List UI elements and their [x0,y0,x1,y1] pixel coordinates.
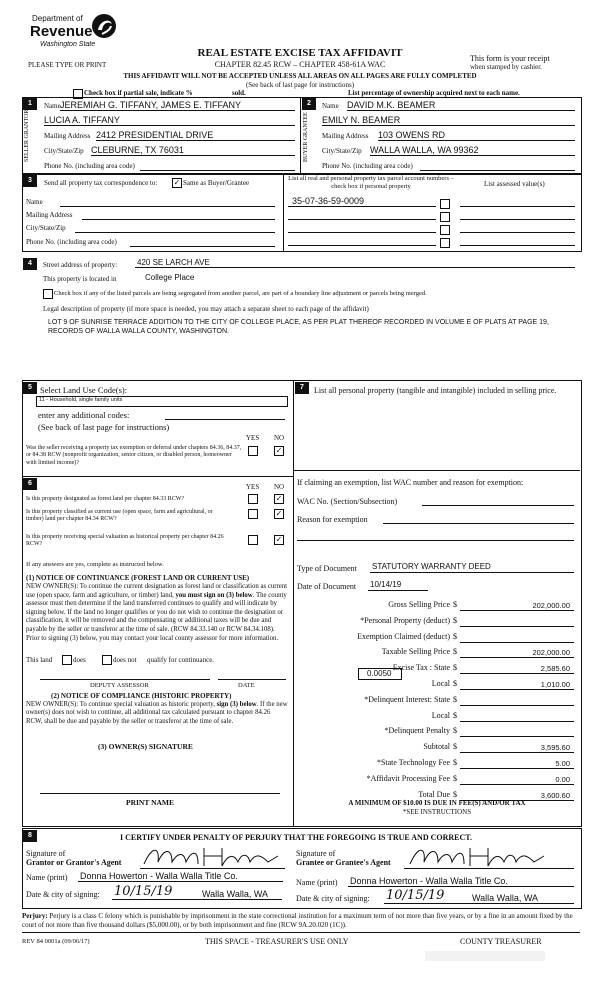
fee-value[interactable]: 3,595.60 [540,743,570,753]
dept-line3: Washington State [40,41,96,48]
local-rate-box[interactable]: 0.0050 [358,668,402,680]
exemption-no-checkbox[interactable]: ✓ [275,446,283,455]
grantor-date-signed[interactable]: 10/15/19 [114,884,173,899]
fee-label: *Affidavit Processing Fee [366,773,450,783]
personal-property-checkbox-1[interactable] [440,199,450,209]
seller-name-2[interactable]: LUCIA A. TIFFANY [44,115,120,125]
fee-value[interactable]: 0.00 [555,774,570,784]
dor-swirl-icon [90,12,118,40]
same-as-buyer-checkbox[interactable]: ✓ [173,178,181,187]
fee-underline [460,689,574,690]
section-4-number: 4 [23,258,37,270]
current-use-question: Is this property classified as current use (open space, farm and agricultural, or timber) land per chapter 84.34 RCW? [26,509,213,523]
buyer-side-label: BUYER GRANTEE [303,112,309,162]
buyer-name-1[interactable]: DAVID M.K. BEAMER [347,100,436,110]
property-location[interactable]: College Place [145,273,195,282]
grantee-signature[interactable] [408,842,548,875]
fee-dollar-sign: $ [453,679,457,688]
section-3-number: 3 [23,175,37,187]
signature-scribble-icon [142,842,282,870]
segregated-checkbox[interactable] [43,289,53,299]
correspondence-name-field[interactable] [60,206,275,207]
partial-sale-label: Check box if partial sale, indicate % [84,89,193,97]
receipt-note-2: when stamped by cashier. [470,63,542,71]
seller-name-1[interactable]: JEREMIAH G. TIFFANY, JAMES E. TIFFANY [60,100,242,110]
section-5-number: 5 [23,382,37,394]
sold-label: sold. [232,89,246,97]
fee-label: Gross Selling Price [388,600,450,609]
fee-value[interactable]: 1,010.00 [540,680,570,689]
property-street-address[interactable]: 420 SE LARCH AVE [137,258,210,267]
treasurer-space: THIS SPACE - TREASURER'S USE ONLY [205,937,349,946]
fee-dollar-sign: $ [453,773,457,783]
correspondence-mailing-field[interactable] [82,219,275,220]
perjury-note: Perjury: Perjury is a class C felony which is punishable by imprisonment in the state correctional institution for a maximum term of not more than five years, or by a fine in an amount fixed by the court of not more than five thousand dollars ($5,000.00), or by both imprisonment and fine (RCW 9A.20.020 (1C)). [22,912,573,929]
not-accepted-notice: THIS AFFIDAVIT WILL NOT BE ACCEPTED UNLESS ALL AREAS ON ALL PAGES ARE FULLY COMPLETED [123,72,477,80]
fee-label: *Delinquent Interest: State [364,694,450,704]
certify-statement: I CERTIFY UNDER PENALTY OF PERJURY THAT THE FOREGOING IS TRUE AND CORRECT. [120,833,473,842]
seller-mailing-address[interactable]: 2412 PRESIDENTIAL DRIVE [96,130,214,140]
forest-yes-checkbox[interactable] [248,494,258,504]
fee-label: Total Due [418,789,450,799]
current-use-no-checkbox[interactable]: ✓ [275,509,283,518]
form-chapter: CHAPTER 82.45 RCW – CHAPTER 458-61A WAC [214,60,386,69]
personal-property-checkbox-4[interactable] [440,238,450,248]
seller-phone-field[interactable] [140,170,295,171]
grantee-name-print[interactable]: Donna Howerton - Walla Walla Title Co. [350,876,508,886]
fee-underline [460,642,574,643]
historic-yes-checkbox[interactable] [248,535,258,545]
fee-dollar-sign: $ [453,631,457,641]
fee-dollar-sign: $ [453,742,457,752]
dept-line1: Department of [32,14,83,23]
fee-label: *State Technology Fee [376,758,450,767]
assessed-value-2[interactable] [460,219,575,220]
fee-dollar-sign: $ [453,710,457,720]
land-use-code-select[interactable]: 11 - Household, single family units [36,396,288,407]
historic-no-checkbox[interactable]: ✓ [275,535,283,544]
fee-dollar-sign: $ [453,758,457,767]
fee-value[interactable]: 2,585.60 [540,664,570,674]
section-6-number: 6 [23,478,37,490]
seller-side-label: SELLER GRANTOR [24,109,30,162]
personal-property-checkbox-3[interactable] [440,225,450,235]
historic-question: Is this property receiving special valuation as historical property per chapter 84.26 RCW? [26,534,224,548]
fee-dollar-sign: $ [453,663,457,673]
fee-value[interactable]: 3,600.60 [540,790,570,800]
fee-label: *Delinquent Penalty [384,726,450,736]
assessed-header: List assessed value(s) [484,180,545,188]
seller-city-state-zip[interactable]: CLEBURNE, TX 76031 [91,145,184,155]
section-1-number: 1 [23,98,37,110]
grantee-date-signed[interactable]: 10/15/19 [386,888,445,903]
fee-label: Local [431,679,450,688]
rev-number: REV 84 0001a (09/06/17) [22,938,90,945]
fee-dollar-sign: $ [453,615,457,625]
buyer-phone-field[interactable] [420,170,575,171]
buyer-name-2[interactable]: EMILY N. BEAMER [322,115,401,125]
fee-dollar-sign: $ [453,789,457,799]
county-treasurer: COUNTY TREASURER [460,937,542,946]
pct-ownership-note: List percentage of ownership acquired next to each name. [348,89,520,97]
document-date[interactable]: 10/14/19 [370,580,402,589]
fee-label: Exemption Claimed (deduct) [357,631,450,641]
correspondence-phone-field[interactable] [130,246,275,247]
receipt-note-1: This form is your receipt [470,54,550,63]
fee-label: *Personal Property (deduct) [360,615,450,625]
correspondence-city-field[interactable] [75,232,275,233]
fee-value[interactable]: 5.00 [555,759,570,768]
fee-dollar-sign: $ [453,694,457,704]
fee-dollar-sign: $ [453,600,457,609]
reason-exemption-field[interactable] [383,523,574,524]
signature-scribble-icon [408,842,548,870]
buyer-mailing-address[interactable]: 103 OWENS RD [378,130,446,140]
fee-underline [460,768,574,769]
fee-underline [460,705,574,706]
fee-underline [460,657,574,658]
legal-description[interactable]: LOT 9 OF SUNRISE TERRACE ADDITION TO THE CITY OF COLLEGE PLACE, AS PER PLAT THEREOF RECORDED IN VOLUME E OF PLATS AT PAGE 19, RECORDS OF WALLA WALLA COUNTY, WASHINGTON. [48,319,549,335]
fee-label: Taxable Selling Price [381,647,450,657]
print-note: PLEASE TYPE OR PRINT [28,61,107,69]
fee-value[interactable]: 202,000.00 [532,648,570,658]
fee-underline [460,784,574,785]
grantee-city-signed[interactable]: Walla Walla, WA [472,893,539,903]
grantor-city-signed[interactable]: Walla Walla, WA [202,889,269,899]
section-8-number: 8 [23,830,37,842]
assessed-value-3[interactable] [460,232,575,233]
form-title: REAL ESTATE EXCISE TAX AFFIDAVIT [197,47,403,59]
section-2-number: 2 [302,98,316,110]
forest-land-question: Is this property designated as forest land per chapter 84.33 RCW? [26,496,185,502]
additional-codes-field[interactable] [165,419,285,420]
buyer-city-state-zip[interactable]: WALLA WALLA, WA 99362 [370,145,479,155]
wac-number-field[interactable] [422,505,574,506]
assessed-value-4[interactable] [460,245,575,246]
fee-underline [460,626,574,627]
fee-label: Subtotal [423,742,450,752]
fee-label: Excise Tax : State [392,663,450,673]
fee-underline [460,673,574,674]
personal-property-checkbox-2[interactable] [440,212,450,222]
fee-value[interactable]: 202,000.00 [532,601,570,610]
notice-continuance-text: NEW OWNER(S): To continue the current designation as forest land or classification as current use (open space, farm and agriculture, or timber) land, you must sign on (3) below. The county assessor must then determine if the land transferred continues to qualify and will indicate by signing below. If the land no longer qualifies or you do not wish to continue the designation or classification, it will be removed and the compensating or additional taxes will be due and payable by the seller or transferor at the time of sale. (RCW 84.33.140 or RCW 84.34.108). Prior to signing (3) below, you may contact your local county assessor for more information. [26,583,288,642]
fee-underline [460,752,574,753]
stamp-smudge [425,951,545,961]
current-use-yes-checkbox[interactable] [248,509,258,519]
see-back-note: (See back of last page for instructions) [245,81,355,89]
fee-label: Local [431,710,450,720]
dept-line2: Revenue [30,23,93,40]
land-does-not-checkbox[interactable] [102,655,112,665]
document-type[interactable]: STATUTORY WARRANTY DEED [372,562,491,571]
land-does-checkbox[interactable] [62,655,72,665]
fee-underline [460,736,574,737]
fee-dollar-sign: $ [453,647,457,657]
fee-underline [460,610,574,611]
minimum-fee-note: A MINIMUM OF $10.00 IS DUE IN FEE(S) AND/OR TAX [348,799,526,807]
fee-dollar-sign: $ [453,726,457,736]
section-7-number: 7 [295,382,309,394]
exemption-yes-checkbox[interactable] [248,446,258,456]
assessed-value-1[interactable] [460,206,575,207]
owner-signature-line[interactable] [40,793,280,794]
forest-no-checkbox[interactable]: ✓ [275,494,283,503]
parcel-number-1[interactable]: 35-07-36-59-0009 [292,196,365,206]
notice-compliance-text: NEW OWNER(S): To continue special valuation as historic property, sign (3) below. If the new owner(s) does not wish to continue, all additional tax calculated pursuant to chapter 84.26 RCW, shall be due and payable by the seller or transferor at the time of sale. [26,701,288,725]
grantor-name-print[interactable]: Donna Howerton - Walla Walla Title Co. [80,871,238,881]
dor-logo [30,12,130,52]
exemption-question: Was the seller receiving a property tax exemption or deferral under chapters 84.36, 84.37, or 84.38 RCW (nonprofit organization, senior citizen, or disabled person, homeowner with limited income)? [26,445,242,466]
fee-underline [460,721,574,722]
parcel-header: List all real and personal property tax parcel account numbers – check box if personal property [288,175,454,190]
